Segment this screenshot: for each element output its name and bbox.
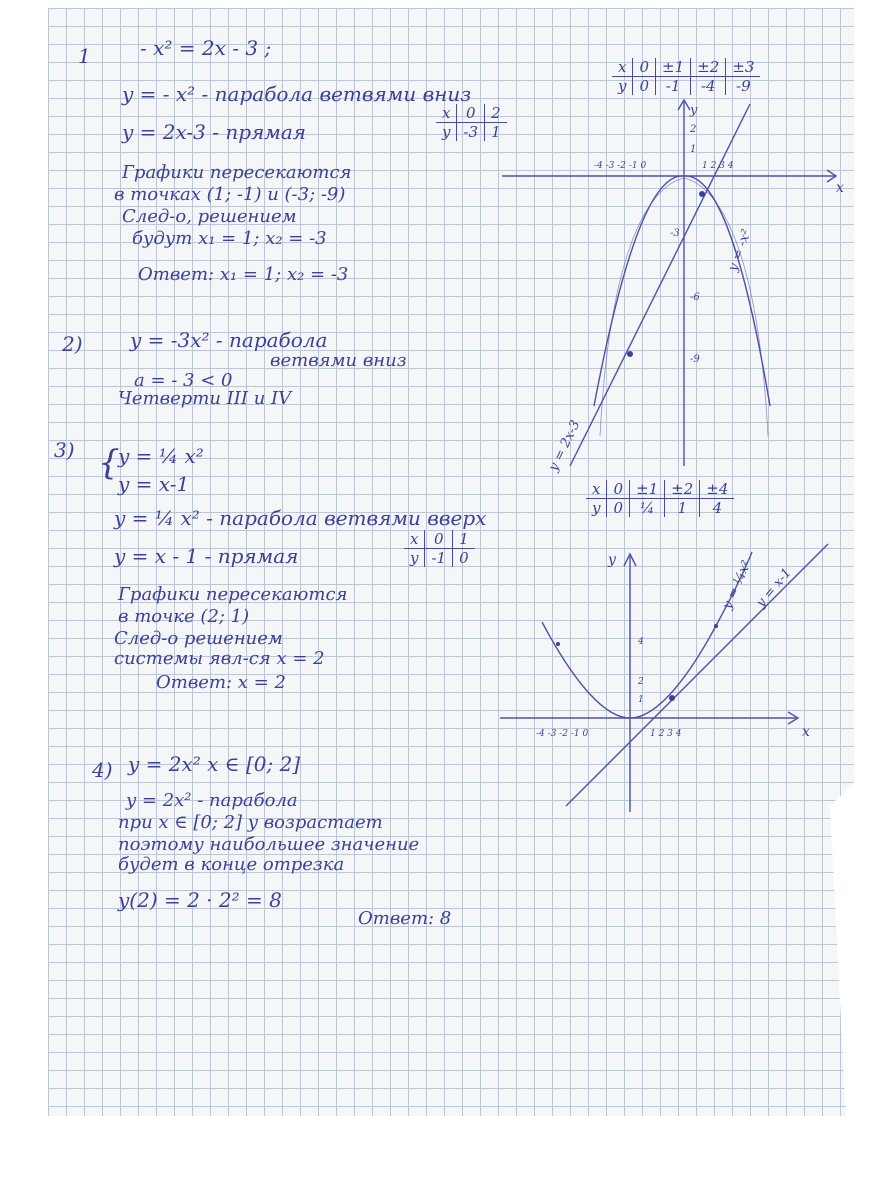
- problem-3-line-table: x 0 1 y -1 0: [404, 530, 475, 567]
- y-tick-minus-3: -3: [670, 228, 680, 239]
- problem-3-line-2: y = x - 1 - прямая: [114, 544, 299, 568]
- parabola-point-right: [714, 624, 718, 628]
- y-tick-minus-9: -9: [690, 354, 700, 365]
- curve-label-line: y = x-1: [753, 565, 795, 611]
- x-tick-labels-positive: 1 2 3 4: [702, 161, 734, 171]
- problem-3-system-eq-2: y = x-1: [118, 472, 190, 496]
- problem-3-graph: [496, 536, 836, 816]
- problem-3-system-eq-1: y = ¼ x²: [118, 444, 204, 468]
- problem-4-line-1: y = 2x² x ∈ [0; 2]: [128, 752, 301, 776]
- y-axis-label: y: [690, 103, 698, 118]
- problem-1-number: 1: [78, 44, 91, 68]
- problem-1-graph: [500, 96, 850, 476]
- problem-1-line-2: y = 2x-3 - прямая: [122, 120, 307, 144]
- problem-4-number: 4): [92, 758, 113, 782]
- problem-3-line-6: системы явл-ся x = 2: [114, 648, 325, 669]
- x-tick-labels-negative: -4 -3 -2 -1 0: [594, 161, 647, 171]
- system-brace: {: [98, 443, 120, 483]
- problem-1-parabola-table: x 0 ±1 ±2 ±3 y 0 -1 -4 -9: [612, 58, 760, 95]
- problem-3-line-5: След-о решением: [114, 628, 283, 649]
- straight-line: [570, 104, 750, 466]
- x-axis-label: x: [802, 724, 810, 740]
- problem-1-line-1: y = - x² - парабола ветвями вниз: [122, 82, 472, 106]
- problem-2-number: 2): [62, 332, 83, 356]
- curve-label-parabola: y = -x²: [725, 227, 755, 274]
- parabola-curve: [594, 176, 770, 406]
- straight-line: [566, 544, 828, 806]
- problem-3-number: 3): [54, 438, 75, 462]
- problem-4-answer: Ответ: 8: [358, 908, 452, 929]
- problem-1-line-4: в точках (1; -1) и (-3; -9): [114, 184, 346, 205]
- y-tick-minus-6: -6: [690, 292, 700, 303]
- parabola-curve: [542, 552, 752, 718]
- intersection-point-1: [699, 191, 705, 197]
- problem-1-line-6: будут x₁ = 1; x₂ = -3: [132, 228, 327, 249]
- x-axis-label: x: [836, 180, 844, 196]
- x-tick-labels-negative: -4 -3 -2 -1 0: [536, 729, 589, 739]
- problem-3-answer: Ответ: x = 2: [156, 672, 286, 693]
- y-tick-1: 1: [690, 144, 697, 155]
- problem-1-line-5: След-о, решением: [122, 206, 297, 227]
- y-tick-1: 1: [638, 695, 644, 705]
- problem-1-equation: - x² = 2x - 3 ;: [140, 36, 272, 60]
- intersection-point: [669, 695, 675, 701]
- problem-4-line-5: будет в конце отрезка: [118, 854, 345, 875]
- y-tick-2: 2: [638, 677, 644, 687]
- problem-4-line-2: y = 2x² - парабола: [126, 790, 298, 811]
- x-tick-labels-positive: 1 2 3 4: [650, 729, 682, 739]
- y-tick-2: 2: [690, 124, 697, 135]
- curve-label-line: y = 2x-3: [546, 418, 584, 474]
- problem-1-line-table: x 0 2 y -3 1: [436, 104, 507, 141]
- problem-1-answer: Ответ: x₁ = 1; x₂ = -3: [138, 264, 349, 285]
- problem-2-line-3: a = - 3 < 0: [134, 370, 233, 391]
- problem-4-line-3: при x ∈ [0; 2] y возрастает: [118, 812, 383, 833]
- intersection-point-2: [627, 351, 633, 357]
- parabola-point-left: [556, 642, 560, 646]
- problem-4-line-6: y(2) = 2 · 2² = 8: [118, 888, 282, 912]
- problem-2-line-4: Четверти III и IV: [118, 388, 292, 409]
- y-tick-4: 4: [638, 637, 644, 647]
- problem-3-line-3: Графики пересекаются: [118, 584, 348, 605]
- problem-3-line-4: в точке (2; 1): [118, 606, 250, 627]
- problem-2-line-2: ветвями вниз: [270, 350, 407, 371]
- problem-4-line-4: поэтому наибольшее значение: [118, 834, 420, 855]
- y-axis-label: y: [608, 552, 616, 568]
- curve-label-parabola: y = ¼x²: [719, 558, 755, 612]
- problem-3-parabola-table: x 0 ±1 ±2 ±4 y 0 ¼ 1 4: [586, 480, 734, 517]
- problem-1-line-3: Графики пересекаются: [122, 162, 352, 183]
- problem-3-line-1: y = ¼ x² - парабола ветвями вверх: [114, 506, 487, 530]
- problem-2-line-1: y = -3x² - парабола: [130, 328, 328, 352]
